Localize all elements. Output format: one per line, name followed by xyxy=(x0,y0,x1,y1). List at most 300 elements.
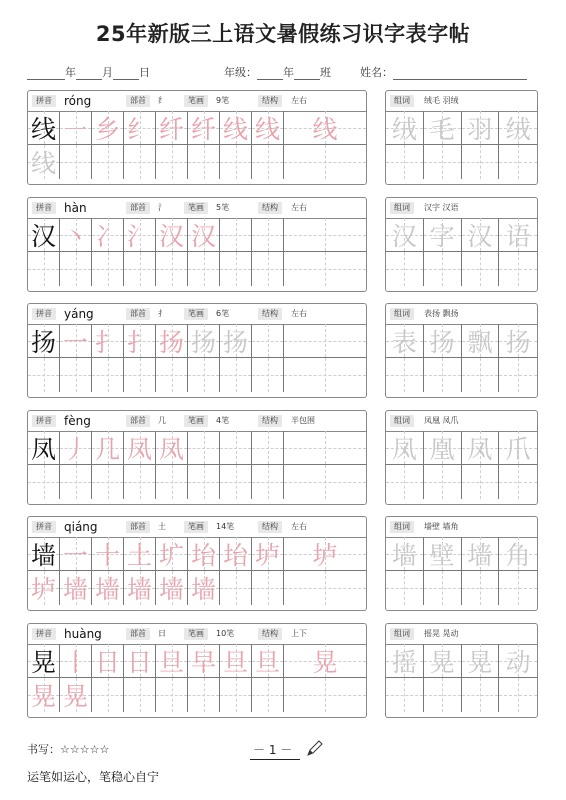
word-card xyxy=(385,516,538,611)
stroke-order-character: 丨 xyxy=(62,647,88,677)
word-trace-character: 扬 xyxy=(429,327,455,357)
word-cell[interactable] xyxy=(499,252,537,286)
radical-value: 扌 xyxy=(158,309,166,318)
word-cell[interactable] xyxy=(499,431,537,465)
practice-cell[interactable] xyxy=(188,111,220,145)
practice-cell[interactable] xyxy=(60,324,92,358)
stroke-order-character: 纤 xyxy=(158,114,184,144)
word-cell[interactable] xyxy=(462,644,500,678)
practice-cell[interactable] xyxy=(284,218,366,252)
practice-cell[interactable] xyxy=(220,324,252,358)
structure-label: 结构 xyxy=(258,415,282,427)
word-cell[interactable] xyxy=(462,324,500,358)
strokes-label: 笔画 xyxy=(184,308,208,320)
practice-cell[interactable] xyxy=(92,145,124,179)
word-cell[interactable] xyxy=(386,465,424,499)
practice-cell[interactable] xyxy=(220,145,252,179)
words-label: 组词 xyxy=(390,415,414,427)
practice-cell[interactable] xyxy=(220,111,252,145)
word-cell[interactable] xyxy=(386,252,424,286)
stroke-order-character: 丿 xyxy=(62,434,88,464)
practice-cell[interactable] xyxy=(284,537,366,571)
practice-cell[interactable] xyxy=(28,465,60,499)
stroke-order-character: ㇐ xyxy=(62,114,88,144)
practice-cell[interactable] xyxy=(252,324,284,358)
practice-cell[interactable] xyxy=(92,218,124,252)
practice-cell[interactable] xyxy=(124,358,156,392)
word-cell[interactable] xyxy=(499,324,537,358)
stroke-order-character: 汉 xyxy=(158,221,184,251)
radical-value: 土 xyxy=(158,522,166,531)
structure-value: 上下 xyxy=(291,629,307,638)
word-cell[interactable] xyxy=(462,358,500,392)
word-cell[interactable] xyxy=(424,571,462,605)
radical-value: 几 xyxy=(158,416,166,425)
stroke-order-character: 日 xyxy=(94,647,120,677)
practice-cell[interactable] xyxy=(284,678,366,712)
word-cell[interactable] xyxy=(424,324,462,358)
practice-cell[interactable] xyxy=(124,111,156,145)
radical-value: 日 xyxy=(158,629,166,638)
word-cell[interactable] xyxy=(462,465,500,499)
practice-cell[interactable] xyxy=(220,358,252,392)
radical-label: 部首 xyxy=(126,521,150,533)
word-cell[interactable] xyxy=(499,644,537,678)
practice-cell[interactable] xyxy=(284,644,366,678)
stroke-order-character: 垆 xyxy=(254,540,280,570)
practice-cell[interactable] xyxy=(60,678,92,712)
practice-cell[interactable] xyxy=(156,644,188,678)
stroke-order-character: 墙 xyxy=(190,575,216,604)
words-value: 墙壁 墙角 xyxy=(424,522,459,531)
practice-cell[interactable] xyxy=(284,358,366,392)
word-trace-character: 晃 xyxy=(429,647,455,677)
radical-value: 纟 xyxy=(158,96,166,105)
practice-card xyxy=(27,623,367,718)
practice-cell[interactable] xyxy=(252,358,284,392)
pinyin-value: róng xyxy=(64,94,92,108)
word-cell[interactable] xyxy=(462,678,500,712)
practice-cell[interactable] xyxy=(92,431,124,465)
practice-cell[interactable] xyxy=(92,111,124,145)
structure-value: 左右 xyxy=(291,96,307,105)
word-cell[interactable] xyxy=(424,537,462,571)
practice-cell[interactable] xyxy=(252,465,284,499)
stroke-order-character: 坮 xyxy=(222,540,248,570)
practice-cell[interactable] xyxy=(188,324,220,358)
practice-cell[interactable] xyxy=(252,644,284,678)
practice-cell[interactable] xyxy=(284,465,366,499)
words-label: 组词 xyxy=(390,521,414,533)
practice-cell[interactable] xyxy=(60,358,92,392)
stroke-order-character: 氵 xyxy=(126,221,152,251)
practice-cell[interactable] xyxy=(60,537,92,571)
motto: 运笔如运心，笔稳心自宁 xyxy=(27,770,160,784)
trace-character: 线 xyxy=(30,149,56,178)
practice-cell[interactable] xyxy=(252,145,284,179)
word-cell[interactable] xyxy=(424,465,462,499)
practice-cell[interactable] xyxy=(60,644,92,678)
pen-icon xyxy=(305,738,325,758)
practice-cell[interactable] xyxy=(124,218,156,252)
strokes-value: 14笔 xyxy=(216,522,235,531)
practice-cell[interactable] xyxy=(92,537,124,571)
practice-cell[interactable] xyxy=(28,431,60,465)
practice-card xyxy=(27,90,367,185)
word-card xyxy=(385,197,538,292)
word-cell[interactable] xyxy=(386,358,424,392)
stroke-order-character: 垆 xyxy=(312,540,338,570)
practice-cell[interactable] xyxy=(156,324,188,358)
words-value: 表扬 飘扬 xyxy=(424,309,459,318)
stroke-order-character: 垆 xyxy=(30,575,56,604)
word-trace-character: 字 xyxy=(429,221,455,251)
stroke-order-character: 旦 xyxy=(158,647,184,677)
pinyin-label: 拼音 xyxy=(32,308,56,320)
stroke-order-character: 墙 xyxy=(158,575,184,604)
pinyin-value: yáng xyxy=(64,307,94,321)
stroke-order-character: 纟 xyxy=(126,114,152,144)
practice-cell[interactable] xyxy=(284,111,366,145)
radical-value: 氵 xyxy=(158,203,166,212)
practice-cell[interactable] xyxy=(156,111,188,145)
practice-cell[interactable] xyxy=(92,358,124,392)
word-cell[interactable] xyxy=(499,218,537,252)
word-cell[interactable] xyxy=(386,431,424,465)
pinyin-label: 拼音 xyxy=(32,521,56,533)
practice-cell[interactable] xyxy=(92,252,124,286)
stroke-order-character: 土 xyxy=(126,540,152,570)
word-cell[interactable] xyxy=(499,678,537,712)
practice-cell[interactable] xyxy=(124,678,156,712)
practice-cell[interactable] xyxy=(220,218,252,252)
practice-card xyxy=(27,303,367,398)
practice-cell[interactable] xyxy=(92,324,124,358)
practice-cell[interactable] xyxy=(220,537,252,571)
word-cell[interactable] xyxy=(462,218,500,252)
practice-cell[interactable] xyxy=(124,571,156,605)
pinyin-value: hàn xyxy=(64,201,87,215)
stroke-order-character: 墙 xyxy=(94,575,120,604)
practice-cell[interactable] xyxy=(124,145,156,179)
word-cell[interactable] xyxy=(424,644,462,678)
practice-cell[interactable] xyxy=(28,111,60,145)
words-label: 组词 xyxy=(390,628,414,640)
practice-cell[interactable] xyxy=(252,431,284,465)
word-cell[interactable] xyxy=(462,431,500,465)
page-title: 25年新版三上语文暑假练习识字表字帖 xyxy=(95,22,471,46)
practice-cell[interactable] xyxy=(220,252,252,286)
structure-value: 左右 xyxy=(291,309,307,318)
word-cell[interactable] xyxy=(499,358,537,392)
words-value: 摇晃 晃动 xyxy=(424,629,459,638)
words-label: 组词 xyxy=(390,308,414,320)
practice-cell[interactable] xyxy=(188,678,220,712)
word-trace-character: 角 xyxy=(505,540,531,570)
pinyin-label: 拼音 xyxy=(32,95,56,107)
word-cell[interactable] xyxy=(386,145,424,179)
practice-cell[interactable] xyxy=(92,678,124,712)
practice-cell[interactable] xyxy=(92,571,124,605)
stroke-order-character: 墙 xyxy=(126,575,152,604)
words-label: 组词 xyxy=(390,202,414,214)
trace-character: 扬 xyxy=(190,327,216,357)
stroke-order-character: 一 xyxy=(62,327,88,357)
radical-label: 部首 xyxy=(126,95,150,107)
word-cell[interactable] xyxy=(424,358,462,392)
strokes-label: 笔画 xyxy=(184,628,208,640)
word-cell[interactable] xyxy=(462,111,500,145)
practice-cell[interactable] xyxy=(188,465,220,499)
pinyin-label: 拼音 xyxy=(32,202,56,214)
model-character: 凤 xyxy=(30,434,56,464)
stroke-order-character: 冫 xyxy=(94,221,120,251)
practice-cell[interactable] xyxy=(220,678,252,712)
stroke-order-character: 晃 xyxy=(62,682,88,711)
grade-field: 年级： 年 班 xyxy=(224,66,331,79)
practice-cell[interactable] xyxy=(188,431,220,465)
structure-label: 结构 xyxy=(258,521,282,533)
stroke-order-character: 坮 xyxy=(190,540,216,570)
practice-cell[interactable] xyxy=(28,324,60,358)
practice-cell[interactable] xyxy=(284,145,366,179)
word-cell[interactable] xyxy=(462,145,500,179)
word-trace-character: 汉 xyxy=(391,221,417,251)
practice-cell[interactable] xyxy=(284,571,366,605)
structure-value: 左右 xyxy=(291,203,307,212)
stroke-order-character: 十 xyxy=(94,540,120,570)
practice-cell[interactable] xyxy=(60,465,92,499)
stroke-order-character: 扬 xyxy=(158,327,184,357)
name-field: 姓名： xyxy=(360,64,527,80)
word-trace-character: 扬 xyxy=(505,327,531,357)
word-trace-character: 动 xyxy=(505,647,531,677)
stroke-order-character: 线 xyxy=(312,114,338,144)
word-cell[interactable] xyxy=(386,324,424,358)
practice-cell[interactable] xyxy=(188,571,220,605)
word-trace-character: 凤 xyxy=(391,434,417,464)
stroke-order-character: 晃 xyxy=(30,682,56,711)
word-cell[interactable] xyxy=(499,111,537,145)
word-cell[interactable] xyxy=(499,465,537,499)
stroke-order-character: 晃 xyxy=(312,647,338,677)
practice-cell[interactable] xyxy=(188,145,220,179)
stroke-order-character: 旦 xyxy=(254,647,280,677)
practice-cell[interactable] xyxy=(28,644,60,678)
stroke-order-character: 线 xyxy=(254,114,280,144)
practice-cell[interactable] xyxy=(252,111,284,145)
word-cell[interactable] xyxy=(424,218,462,252)
stroke-order-character: 丶 xyxy=(62,221,88,251)
practice-cell[interactable] xyxy=(252,252,284,286)
practice-cell[interactable] xyxy=(188,358,220,392)
strokes-label: 笔画 xyxy=(184,521,208,533)
words-value: 凤凰 凤爪 xyxy=(424,416,459,425)
structure-value: 半包围 xyxy=(291,416,315,425)
word-card xyxy=(385,303,538,398)
practice-cell[interactable] xyxy=(124,324,156,358)
practice-cell[interactable] xyxy=(124,252,156,286)
practice-cell[interactable] xyxy=(28,678,60,712)
stroke-order-character: 一 xyxy=(62,540,88,570)
strokes-value: 4笔 xyxy=(216,416,230,425)
word-cell[interactable] xyxy=(386,111,424,145)
word-cell[interactable] xyxy=(424,111,462,145)
practice-cell[interactable] xyxy=(220,571,252,605)
word-cell[interactable] xyxy=(386,537,424,571)
stroke-order-character: 凤 xyxy=(158,434,184,464)
practice-cell[interactable] xyxy=(156,465,188,499)
practice-card xyxy=(27,410,367,505)
word-cell[interactable] xyxy=(386,571,424,605)
word-trace-character: 晃 xyxy=(467,647,493,677)
stroke-order-character: 纤 xyxy=(190,114,216,144)
practice-cell[interactable] xyxy=(60,218,92,252)
word-cell[interactable] xyxy=(386,678,424,712)
pinyin-label: 拼音 xyxy=(32,415,56,427)
word-cell[interactable] xyxy=(386,644,424,678)
date-field: 年 月 日 xyxy=(27,64,150,80)
word-trace-character: 汉 xyxy=(467,221,493,251)
structure-label: 结构 xyxy=(258,202,282,214)
practice-cell[interactable] xyxy=(188,218,220,252)
practice-cell[interactable] xyxy=(60,111,92,145)
strokes-label: 笔画 xyxy=(184,415,208,427)
word-cell[interactable] xyxy=(424,678,462,712)
strokes-value: 5笔 xyxy=(216,203,230,212)
word-cell[interactable] xyxy=(424,431,462,465)
stroke-order-character: 线 xyxy=(222,114,248,144)
practice-cell[interactable] xyxy=(28,218,60,252)
stroke-order-character: 扌 xyxy=(94,327,120,357)
words-value: 汉字 汉语 xyxy=(424,203,459,212)
stroke-order-character: 扌 xyxy=(126,327,152,357)
practice-cell[interactable] xyxy=(60,431,92,465)
word-trace-character: 绒 xyxy=(505,114,531,144)
word-card xyxy=(385,410,538,505)
word-card xyxy=(385,623,538,718)
page-number: － 1 － xyxy=(253,743,293,757)
practice-cell[interactable] xyxy=(60,252,92,286)
word-trace-character: 凰 xyxy=(429,434,455,464)
model-character: 汉 xyxy=(30,221,56,251)
practice-cell[interactable] xyxy=(284,252,366,286)
practice-cell[interactable] xyxy=(60,571,92,605)
stroke-order-character: 墙 xyxy=(62,575,88,604)
practice-cell[interactable] xyxy=(28,252,60,286)
word-card xyxy=(385,90,538,185)
practice-cell[interactable] xyxy=(28,358,60,392)
practice-cell[interactable] xyxy=(92,644,124,678)
word-cell[interactable] xyxy=(424,145,462,179)
word-cell[interactable] xyxy=(462,252,500,286)
word-cell[interactable] xyxy=(462,571,500,605)
word-trace-character: 壁 xyxy=(429,540,455,570)
practice-cell[interactable] xyxy=(92,465,124,499)
words-value: 绒毛 羽绒 xyxy=(424,96,459,105)
strokes-value: 10笔 xyxy=(216,629,235,638)
word-trace-character: 绒 xyxy=(391,114,417,144)
practice-cell[interactable] xyxy=(124,431,156,465)
practice-cell[interactable] xyxy=(188,644,220,678)
word-cell[interactable] xyxy=(499,571,537,605)
stroke-order-character: 汉 xyxy=(190,221,216,251)
practice-cell[interactable] xyxy=(28,145,60,179)
practice-cell[interactable] xyxy=(188,252,220,286)
practice-cell[interactable] xyxy=(156,358,188,392)
radical-label: 部首 xyxy=(126,628,150,640)
strokes-label: 笔画 xyxy=(184,202,208,214)
practice-cell[interactable] xyxy=(252,218,284,252)
practice-cell[interactable] xyxy=(124,537,156,571)
word-cell[interactable] xyxy=(462,537,500,571)
trace-character: 扬 xyxy=(222,327,248,357)
practice-cell[interactable] xyxy=(220,465,252,499)
practice-cell[interactable] xyxy=(156,678,188,712)
strokes-value: 9笔 xyxy=(216,96,230,105)
practice-cell[interactable] xyxy=(188,537,220,571)
practice-cell[interactable] xyxy=(156,537,188,571)
word-trace-character: 语 xyxy=(505,221,531,251)
word-trace-character: 飘 xyxy=(467,327,493,357)
practice-card xyxy=(27,516,367,611)
stroke-order-character: 早 xyxy=(190,647,216,677)
stroke-order-character: 圹 xyxy=(158,540,184,570)
practice-cell[interactable] xyxy=(156,145,188,179)
word-cell[interactable] xyxy=(424,252,462,286)
practice-cell[interactable] xyxy=(252,537,284,571)
practice-cell[interactable] xyxy=(156,218,188,252)
word-trace-character: 凤 xyxy=(467,434,493,464)
stroke-order-character: 凤 xyxy=(126,434,152,464)
page-number-underline xyxy=(250,759,300,760)
structure-label: 结构 xyxy=(258,95,282,107)
practice-cell[interactable] xyxy=(28,571,60,605)
practice-cell[interactable] xyxy=(60,145,92,179)
word-cell[interactable] xyxy=(499,537,537,571)
radical-label: 部首 xyxy=(126,415,150,427)
practice-cell[interactable] xyxy=(284,324,366,358)
word-trace-character: 墙 xyxy=(467,540,493,570)
practice-cell[interactable] xyxy=(284,431,366,465)
practice-cell[interactable] xyxy=(156,431,188,465)
practice-cell[interactable] xyxy=(156,252,188,286)
word-trace-character: 表 xyxy=(391,327,417,357)
word-trace-character: 墙 xyxy=(391,540,417,570)
strokes-value: 6笔 xyxy=(216,309,230,318)
practice-cell[interactable] xyxy=(28,537,60,571)
structure-value: 左右 xyxy=(291,522,307,531)
model-character: 晃 xyxy=(30,647,56,677)
practice-cell[interactable] xyxy=(252,571,284,605)
word-trace-character: 羽 xyxy=(467,114,493,144)
practice-cell[interactable] xyxy=(124,465,156,499)
radical-label: 部首 xyxy=(126,308,150,320)
stroke-order-character: 日 xyxy=(126,647,152,677)
model-character: 墙 xyxy=(30,540,56,570)
stroke-order-character: 旦 xyxy=(222,647,248,677)
word-cell[interactable] xyxy=(499,145,537,179)
pinyin-label: 拼音 xyxy=(32,628,56,640)
practice-cell[interactable] xyxy=(220,431,252,465)
practice-cell[interactable] xyxy=(156,571,188,605)
word-cell[interactable] xyxy=(386,218,424,252)
practice-cell[interactable] xyxy=(124,644,156,678)
practice-cell[interactable] xyxy=(220,644,252,678)
stroke-order-character: 几 xyxy=(94,434,120,464)
words-label: 组词 xyxy=(390,95,414,107)
practice-cell[interactable] xyxy=(252,678,284,712)
